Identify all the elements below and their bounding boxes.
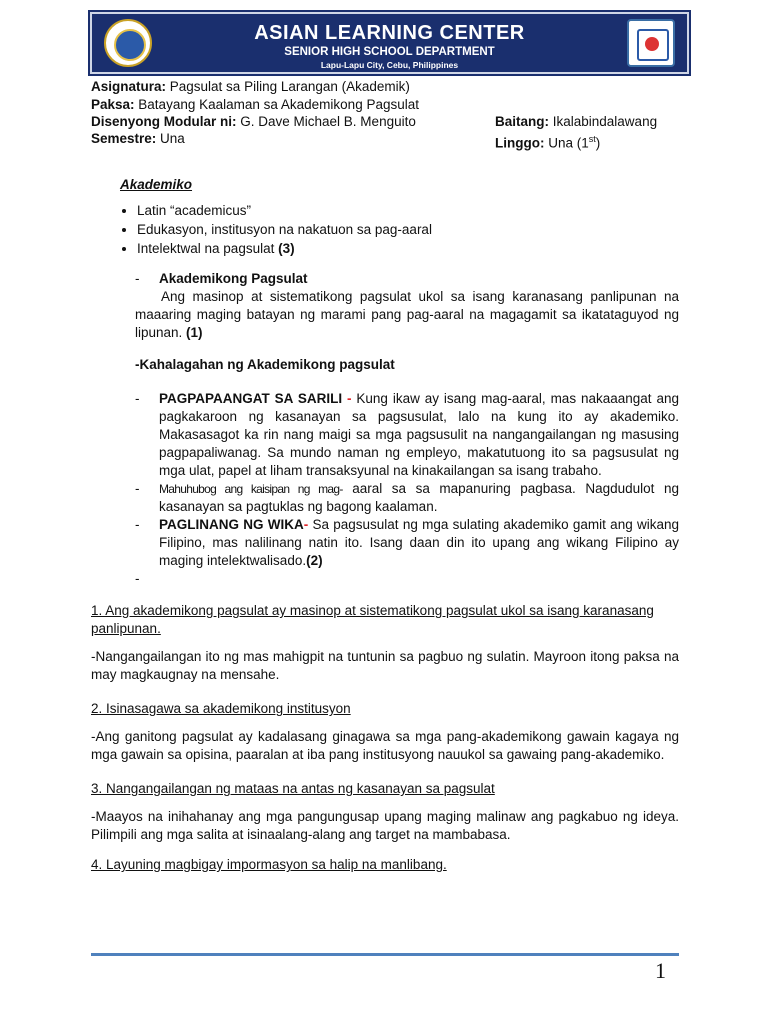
document-body	[91, 176, 679, 874]
page-number: 1	[655, 958, 666, 983]
meta-asignatura: Asignatura: Pagsulat sa Piling Larangan (Akademik)	[91, 79, 410, 94]
school-logo-icon	[627, 19, 675, 67]
meta-semestre: Semestre: Una	[91, 131, 185, 146]
school-location: Lapu-Lapu City, Cebu, Philippines	[320, 60, 459, 70]
bullet-list	[91, 202, 679, 258]
section-2-text: -Ang ganitong pagsulat ay kadalasang ginagawa sa mga pang-akademikong gawain kagaya ng mga gawain sa opisina, paaralan at iba pang institusyong nauukol sa gawaing pang-akademiko.	[91, 729, 679, 762]
section-1-title: 1. Ang akademikong pagsulat ay masinop at sistematikong pagsulat ukol sa isang karanasang panlipunan.	[91, 603, 654, 636]
section-1-text: -Nangangailangan ito ng mas mahigpit na tuntunin sa pagbuo ng sulatin. Mayroon itong paksa na may magkaugnay na mensahe.	[91, 649, 679, 682]
meta-linggo: Linggo: Una (1st)	[495, 134, 601, 151]
list-item: - PAGPAPAANGAT SA SARILI - Kung ikaw ay isang mag-aaral, mas nakaaangat ang pagkakaroon ng kasanayan sa pagsusulat, lalo na kung ito ay akademiko. Makasasagot ka rin nang maigi sa mga pagsusulit na nangangailangan ng masusing pagpapaliwanag. Sa mundo naman ng empleyo, makatutuong ito sa pagsusulat ng mga ulat, papel at liham transaksyunal na kinakailangan sa isang trabaho.	[135, 391, 679, 478]
meta-disenyo: Disenyong Modular ni: G. Dave Michael B. Menguito	[91, 114, 416, 129]
meta-paksa: Paksa: Batayang Kaalaman sa Akademikong Pagsulat	[91, 97, 419, 112]
list-item: -	[135, 571, 140, 586]
section-heading: Akademiko	[120, 177, 193, 192]
section-3-text: -Maayos na inihahanay ang mga pangungusap upang maging malinaw ang pagkabuo ng ideya. Pilimpili ang mga salita at isinaalang-alang ang target na mambabasa.	[91, 809, 679, 842]
akademikong-pagsulat-title: - Akademikong Pagsulat	[135, 271, 308, 286]
school-name: ASIAN LEARNING CENTER	[254, 22, 525, 44]
meta-baitang: Baitang: Ikalabindalawang	[495, 114, 658, 129]
section-3-title: 3. Nangangailangan ng mataas na antas ng kasanayan sa pagsulat	[91, 781, 495, 796]
header-banner	[90, 12, 689, 74]
list-item: • Intelektwal na pagsulat (3)	[137, 240, 679, 258]
list-item: • Latin “academicus”	[137, 202, 679, 220]
section-4-title: 4. Layuning magbigay impormasyon sa halip na manlibang.	[91, 857, 447, 872]
list-item: - PAGLINANG NG WIKA- Sa pagsusulat ng mga sulating akademiko gamit ang wikang Filipino, mas nalilinang natin ito. Isang daan din ito upang ang wikang Filipino ay maging intelektwalisado.(2)	[135, 517, 679, 568]
list-item: • Edukasyon, institusyon na nakatuon sa pag-aaral	[137, 221, 679, 239]
akademikong-pagsulat-definition: Ang masinop at sistematikong pagsulat ukol sa isang karanasang panlipunan na maaaring maging batayan ng marami pang pag-aaral na magagamit sa ikatataguyod ng lipunan. (1)	[135, 289, 679, 340]
section-2-title: 2. Isinasagawa sa akademikong institusyon	[91, 701, 351, 716]
kahalagahan-heading: -Kahalagahan ng Akademikong pagsulat	[135, 357, 395, 372]
list-item: - Mahuhubog ang kaisipan ng mag- aaral sa sa mapanuring pagbasa. Nagdudulot ng kasanayan sa pagtuklas ng bagong kaalaman.	[135, 481, 679, 514]
department-name: SENIOR HIGH SCHOOL DEPARTMENT	[284, 46, 495, 58]
footer-divider	[91, 953, 679, 956]
